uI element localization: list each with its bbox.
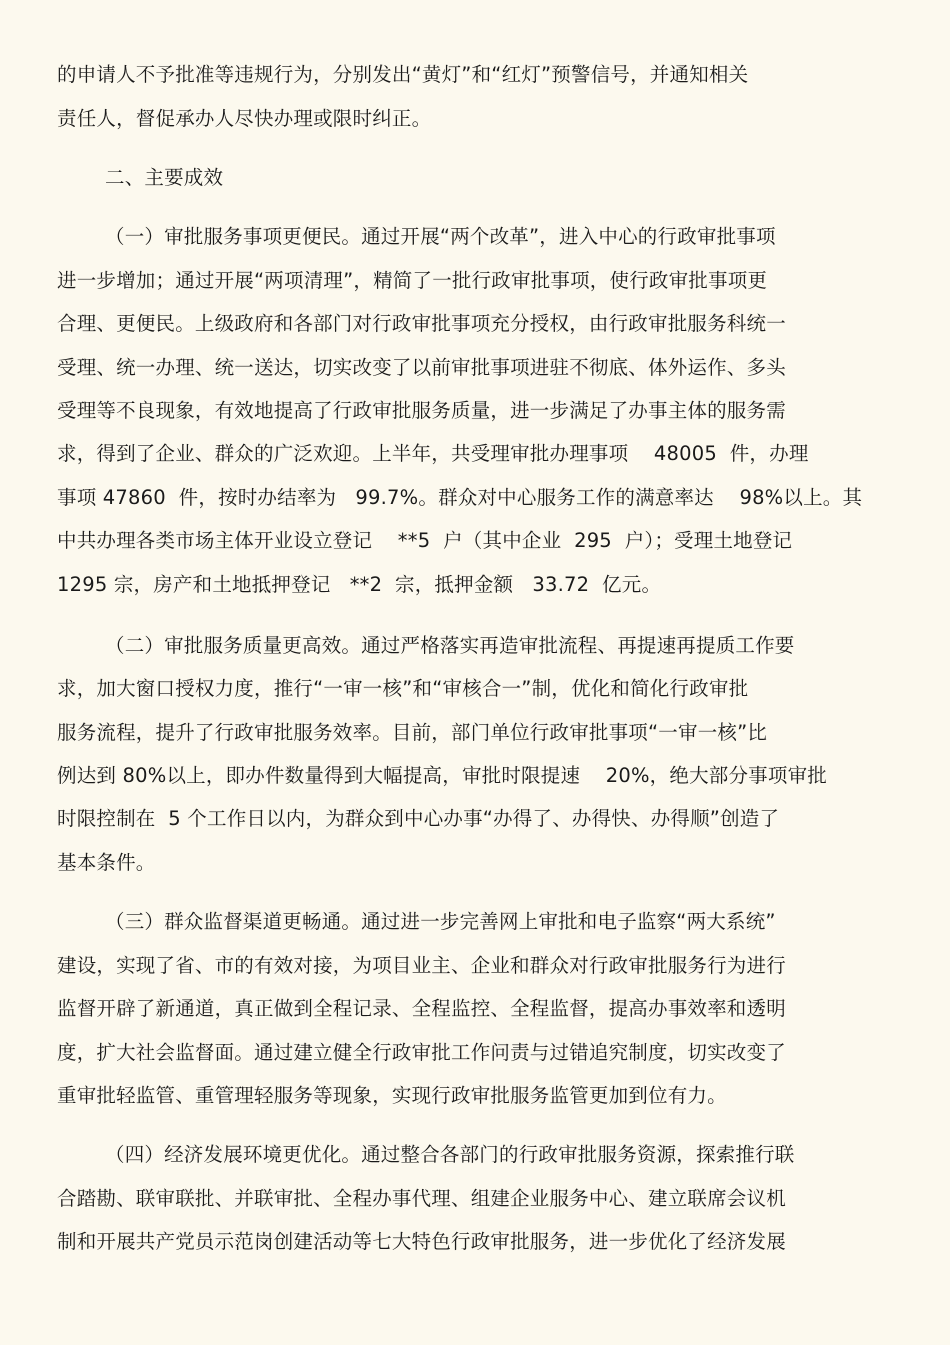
text-line: 时限控制在 5 个工作日以内，为群众到中心办事“办得了、办得快、办得顺”创造了 <box>57 807 780 830</box>
text-line: 求，得到了企业、群众的广泛欢迎。上半年，共受理审批办理事项 48005 件，办理 <box>57 442 809 465</box>
text-line: 责任人，督促承办人尽快办理或限时纠正。 <box>57 107 432 130</box>
text-line: 的申请人不予批准等违规行为，分别发出“黄灯”和“红灯”预警信号，并通知相关 <box>57 63 749 86</box>
text-line: 基本条件。 <box>57 851 156 874</box>
text-line: （四）经济发展环境更优化。通过整合各部门的行政审批服务资源，探索推行联 <box>105 1143 795 1166</box>
text-line: 度，扩大社会监督面。通过建立健全行政审批工作问责与过错追究制度，切实改变了 <box>57 1041 786 1064</box>
text-line: （三）群众监督渠道更畅通。通过进一步完善网上审批和电子监察“两大系统” <box>105 910 776 933</box>
text-line: 建设，实现了省、市的有效对接，为项目业主、企业和群众对行政审批服务行为进行 <box>57 954 786 977</box>
text-line: 事项 47860 件，按时办结率为 99.7%。群众对中心服务工作的满意率达 98%以上。其 <box>57 486 863 509</box>
text-line: 服务流程，提升了行政审批服务效率。目前，部门单位行政审批事项“一审一核”比 <box>57 721 768 744</box>
section-heading: 二、主要成效 <box>105 166 224 189</box>
text-line: 受理、统一办理、统一送达，切实改变了以前审批事项进驻不彻底、体外运作、多头 <box>57 356 786 379</box>
text-line: 求，加大窗口授权力度，推行“一审一核”和“审核合一”制，优化和简化行政审批 <box>57 677 749 700</box>
text-line: 中共办理各类市场主体开业设立登记 **5 户（其中企业 295 户）；受理土地登记 <box>57 529 793 552</box>
text-line: 监督开辟了新通道，真正做到全程记录、全程监控、全程监督，提高办事效率和透明 <box>57 997 786 1020</box>
text-line: 重审批轻监管、重管理轻服务等现象，实现行政审批服务监管更加到位有力。 <box>57 1084 727 1107</box>
text-line: （一）审批服务事项更便民。通过开展“两个改革”，进入中心的行政审批事项 <box>105 225 776 248</box>
text-line: 例达到 80%以上，即办件数量得到大幅提高，审批时限提速 20%，绝大部分事项审批 <box>57 764 827 787</box>
text-line: 受理等不良现象，有效地提高了行政审批服务质量，进一步满足了办事主体的服务需 <box>57 399 786 422</box>
text-line: 制和开展共产党员示范岗创建活动等七大特色行政审批服务，进一步优化了经济发展 <box>57 1230 786 1253</box>
text-line: （二）审批服务质量更高效。通过严格落实再造审批流程、再提速再提质工作要 <box>105 634 795 657</box>
text-line: 1295 宗，房产和土地抵押登记 **2 宗，抵押金额 33.72 亿元。 <box>57 573 662 596</box>
text-line: 合理、更便民。上级政府和各部门对行政审批事项充分授权，由行政审批服务科统一 <box>57 312 786 335</box>
text-line: 进一步增加；通过开展“两项清理”，精简了一批行政审批事项，使行政审批事项更 <box>57 269 768 292</box>
text-line: 合踏勘、联审联批、并联审批、全程办事代理、组建企业服务中心、建立联席会议机 <box>57 1187 786 1210</box>
